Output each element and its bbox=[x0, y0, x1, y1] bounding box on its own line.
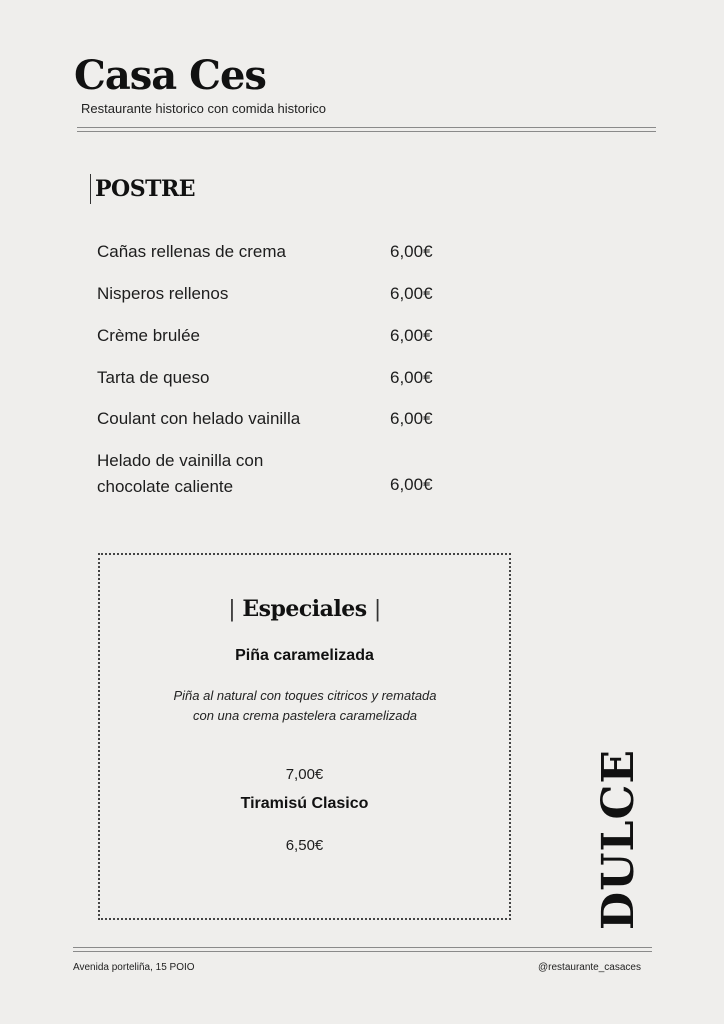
menu-item-price: 6,00€ bbox=[390, 242, 433, 261]
footer-divider-bottom bbox=[73, 951, 652, 952]
special-item-name: Piña caramelizada bbox=[235, 647, 374, 664]
header-divider-top bbox=[77, 127, 656, 128]
header-divider-bottom bbox=[77, 131, 656, 132]
restaurant-subtitle: Restaurante historico con comida historico bbox=[81, 101, 326, 116]
side-label: DULCE bbox=[593, 748, 644, 930]
menu-item-name: Tarta de queso bbox=[97, 368, 210, 387]
specials-title bbox=[98, 596, 511, 622]
footer-divider-top bbox=[73, 947, 652, 948]
menu-item-name: Nisperos rellenos bbox=[97, 284, 229, 303]
specials-title-bar-left: | bbox=[228, 597, 236, 622]
restaurant-title: Casa Ces bbox=[74, 52, 266, 99]
specials-title-bar-right: | bbox=[373, 597, 381, 622]
footer-address: Avenida porteliña, 15 POIO bbox=[73, 962, 195, 973]
special-item-price: 6,50€ bbox=[285, 837, 324, 854]
menu-item-name: Cañas rellenas de crema bbox=[97, 242, 286, 261]
menu-item-name: Helado de vainilla con chocolate caliente bbox=[97, 451, 264, 496]
menu-item-price: 6,00€ bbox=[390, 475, 433, 494]
menu-item-price: 6,00€ bbox=[390, 368, 433, 387]
menu-item-name: Crème brulée bbox=[97, 326, 200, 345]
specials-title-text: Especiales bbox=[242, 596, 367, 622]
menu-item-name: Coulant con helado vainilla bbox=[97, 409, 301, 428]
section-title: POSTRE bbox=[90, 174, 195, 204]
menu-item-price: 6,00€ bbox=[390, 326, 433, 345]
menu-item-price: 6,00€ bbox=[390, 409, 433, 428]
special-item-description: Piña al natural con toques citricos y rematada con una crema pastelera caramelizada bbox=[173, 688, 437, 723]
special-item-name: Tiramisú Clasico bbox=[240, 795, 369, 812]
footer-social-handle: @restaurante_casaces bbox=[538, 962, 641, 973]
menu-item-price: 6,00€ bbox=[390, 284, 433, 303]
special-item-price: 7,00€ bbox=[285, 766, 324, 783]
